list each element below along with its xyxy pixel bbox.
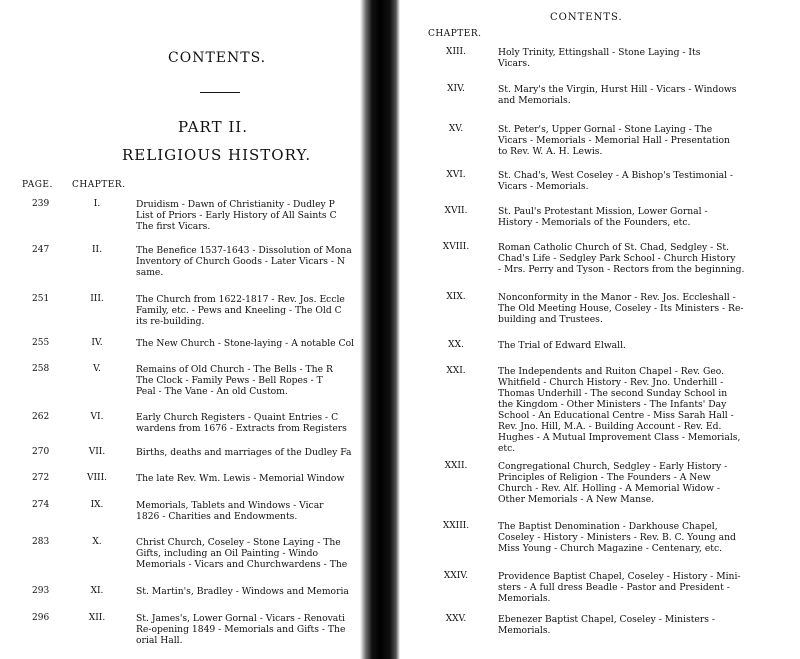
entry-chapter-number: XXII.: [444, 461, 468, 471]
entry-chapter-number: XX.: [448, 340, 464, 350]
entry-chapter-number: XIX.: [446, 292, 466, 302]
entry-title-line: St. Chad's, West Coseley - A Bishop's Testimonial -: [498, 170, 734, 181]
entry-title-line: etc.: [498, 443, 516, 454]
entry-title-line: Memorials.: [498, 593, 551, 604]
entry-page-number: 283: [32, 537, 50, 547]
entry-title-line: St. Martin's, Bradley - Windows and Memoria: [136, 586, 349, 597]
entry-chapter-number: III.: [90, 294, 104, 304]
entry-title-line: Thomas Underhill - The second Sunday School in: [498, 388, 728, 399]
entry-title-line: The New Church - Stone-laying - A notable Col: [136, 338, 355, 349]
entry-chapter-number: XV.: [448, 124, 464, 134]
title-rule: [200, 92, 240, 93]
entry-page-number: 247: [32, 245, 50, 255]
entry-title-line: orial Hall.: [136, 635, 183, 646]
page-column-header: PAGE.: [22, 180, 53, 190]
entry-title-line: Remains of Old Church - The Bells - The R: [136, 364, 333, 375]
entry-chapter-number: V.: [93, 364, 101, 374]
entry-title-line: Druidism - Dawn of Christianity - Dudley P: [136, 199, 335, 210]
entry-title-line: School - An Educational Centre - Miss Sarah Hall -: [498, 410, 734, 421]
entry-title-line: History - Memorials of the Founders, etc.: [498, 217, 691, 228]
entry-title-line: The Clock - Family Pews - Bell Ropes - T: [136, 375, 323, 386]
entry-chapter-number: IV.: [91, 338, 103, 348]
entry-title-line: building and Trustees.: [498, 314, 603, 325]
entry-title-line: The Trial of Edward Elwall.: [498, 340, 626, 351]
chapter-column-header: CHAPTER.: [428, 29, 482, 39]
entry-title-line: - Mrs. Perry and Tyson - Rectors from the beginning.: [498, 264, 745, 275]
entry-title-line: The Church from 1622-1817 - Rev. Jos. Eccle: [136, 294, 345, 305]
entry-title-line: Church - Rev. Alf. Holling - A Memorial Widow -: [498, 483, 720, 494]
section-heading: RELIGIOUS HISTORY.: [122, 146, 312, 164]
entry-title-line: and Memorials.: [498, 95, 571, 106]
entry-title-line: Memorials, Tablets and Windows - Vicar: [136, 500, 324, 511]
entry-page-number: 272: [32, 473, 50, 483]
right-contents-title: CONTENTS.: [550, 12, 623, 23]
entry-page-number: 270: [32, 447, 50, 457]
entry-title-line: Coseley - History - Ministers - Rev. B. C. Young and: [498, 532, 736, 543]
entry-title-line: Vicars.: [498, 58, 531, 69]
entry-title-line: Re-opening 1849 - Memorials and Gifts - The: [136, 624, 346, 635]
entry-page-number: 262: [32, 412, 50, 422]
entry-title-line: Vicars - Memorials.: [498, 181, 589, 192]
entry-chapter-number: VII.: [88, 447, 106, 457]
entry-title-line: Nonconformity in the Manor - Rev. Jos. Eccleshall -: [498, 292, 736, 303]
entry-chapter-number: XVIII.: [442, 242, 470, 252]
entry-title-line: sters - A full dress Beadle - Pastor and President -: [498, 582, 730, 593]
entry-title-line: the Kingdom - Other Ministers - The Infants' Day: [498, 399, 727, 410]
entry-chapter-number: IX.: [90, 500, 104, 510]
entry-page-number: 274: [32, 500, 50, 510]
chapter-column-header: CHAPTER.: [72, 180, 126, 190]
entry-title-line: Holy Trinity, Ettingshall - Stone Laying - Its: [498, 47, 701, 58]
entry-title-line: Christ Church, Coseley - Stone Laying - The: [136, 537, 341, 548]
entry-title-line: Congregational Church, Sedgley - Early History -: [498, 461, 728, 472]
entry-chapter-number: XXIV.: [443, 571, 469, 581]
entry-title-line: its re-building.: [136, 316, 205, 327]
entry-title-line: Rev. Jno. Hill, M.A. - Building Account - Rev. Ed.: [498, 421, 722, 432]
entry-chapter-number: VIII.: [86, 473, 108, 483]
entry-title-line: Chad's Life - Sedgley Park School - Church History: [498, 253, 736, 264]
entry-chapter-number: VI.: [90, 412, 104, 422]
entry-title-line: Roman Catholic Church of St. Chad, Sedgley - St.: [498, 242, 730, 253]
part-heading: PART II.: [178, 118, 248, 136]
entry-title-line: Early Church Registers - Quaint Entries - C: [136, 412, 339, 423]
entry-chapter-number: XIV.: [447, 84, 465, 94]
entry-title-line: St. James's, Lower Gornal - Vicars - Renovati: [136, 613, 345, 624]
entry-title-line: Memorials - Vicars and Churchwardens - The: [136, 559, 348, 570]
entry-page-number: 239: [32, 199, 50, 209]
entry-title-line: The late Rev. Wm. Lewis - Memorial Window: [136, 473, 345, 484]
entry-chapter-number: XXV.: [445, 614, 467, 624]
entry-title-line: Other Memorials - A New Manse.: [498, 494, 655, 505]
entry-chapter-number: XXIII.: [442, 521, 470, 531]
entry-page-number: 258: [32, 364, 50, 374]
entry-chapter-number: XXI.: [446, 366, 466, 376]
entry-title-line: Miss Young - Church Magazine - Centenary, etc.: [498, 543, 723, 554]
entry-title-line: Providence Baptist Chapel, Coseley - History - Mini-: [498, 571, 741, 582]
entry-title-line: Hughes - A Mutual Improvement Class - Memorials,: [498, 432, 741, 443]
entry-title-line: The Baptist Denomination - Darkhouse Chapel,: [498, 521, 718, 532]
entry-title-line: The Independents and Ruiton Chapel - Rev. Geo.: [498, 366, 725, 377]
left-contents-title: CONTENTS.: [168, 50, 267, 66]
entry-page-number: 296: [32, 613, 50, 623]
entry-chapter-number: XVI.: [446, 170, 466, 180]
entry-title-line: Whitfield - Church History - Rev. Jno. Underhill -: [498, 377, 724, 388]
entry-title-line: Ebenezer Baptist Chapel, Coseley - Ministers -: [498, 614, 715, 625]
left-page: [0, 0, 372, 659]
entry-title-line: Births, deaths and marriages of the Dudley Fa: [136, 447, 352, 458]
entry-chapter-number: X.: [92, 537, 102, 547]
entry-chapter-number: XII.: [88, 613, 106, 623]
entry-chapter-number: I.: [93, 199, 101, 209]
book-gutter-shadow: [360, 0, 400, 659]
entry-title-line: wardens from 1676 - Extracts from Registers: [136, 423, 347, 434]
entry-chapter-number: II.: [92, 245, 102, 255]
entry-page-number: 255: [32, 338, 50, 348]
entry-title-line: St. Mary's the Virgin, Hurst Hill - Vicars - Windows: [498, 84, 737, 95]
entry-title-line: to Rev. W. A. H. Lewis.: [498, 146, 603, 157]
entry-title-line: St. Paul's Protestant Mission, Lower Gornal -: [498, 206, 708, 217]
entry-page-number: 293: [32, 586, 50, 596]
entry-title-line: The Old Meeting House, Coseley - Its Ministers - Re-: [498, 303, 744, 314]
entry-title-line: St. Peter's, Upper Gornal - Stone Laying - The: [498, 124, 713, 135]
entry-title-line: 1826 - Charities and Endowments.: [136, 511, 298, 522]
entry-title-line: Gifts, including an Oil Painting - Windo: [136, 548, 318, 559]
entry-title-line: Principles of Religion - The Founders - A New: [498, 472, 711, 483]
right-page: [372, 0, 800, 659]
entry-title-line: List of Priors - Early History of All Saints C: [136, 210, 337, 221]
entry-title-line: Inventory of Church Goods - Later Vicars - N: [136, 256, 345, 267]
entry-chapter-number: XIII.: [446, 47, 466, 57]
entry-title-line: same.: [136, 267, 164, 278]
entry-title-line: Family, etc. - Pews and Kneeling - The Old C: [136, 305, 342, 316]
entry-title-line: The Benefice 1537-1643 - Dissolution of Mona: [136, 245, 352, 256]
entry-title-line: Vicars - Memorials - Memorial Hall - Presentation: [498, 135, 730, 146]
entry-page-number: 251: [32, 294, 50, 304]
entry-title-line: Peal - The Vane - An old Custom.: [136, 386, 288, 397]
entry-title-line: Memorials.: [498, 625, 551, 636]
entry-chapter-number: XVII.: [444, 206, 468, 216]
entry-title-line: The first Vicars.: [136, 221, 211, 232]
entry-chapter-number: XI.: [90, 586, 104, 596]
